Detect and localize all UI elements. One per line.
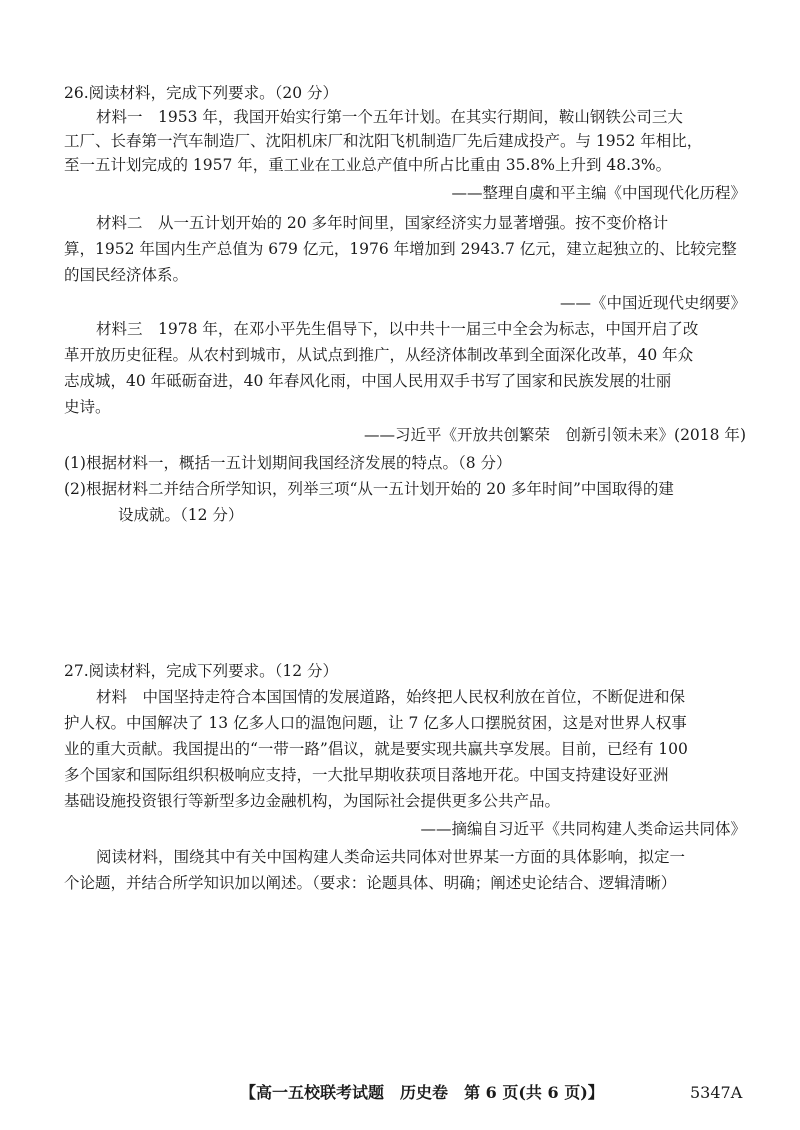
q27-task-line2: 个论题，并结合所学知识加以阐述。（要求：论题具体、明确；阐述史论结合、逻辑清晰） — [64, 874, 677, 892]
footer-subject: 历史卷 — [400, 1083, 449, 1102]
q27-material-line4: 多个国家和国际组织积极响应支持，一大批早期收获项目落地开花。中国支持建设好亚洲 — [64, 766, 669, 784]
q27-material-line5: 基础设施投资银行等新型多边金融机构，为国际社会提供更多公共产品。 — [64, 792, 561, 810]
q27-material-line1: 材料 中国坚持走符合本国国情的发展道路，始终把人民权利放在首位，不断促进和保 — [96, 688, 686, 706]
q26-material2-line3: 的国民经济体系。 — [64, 266, 189, 284]
q27-material-source: ——摘编自习近平《共同构建人类命运共同体》 — [420, 820, 746, 838]
q26-material3-line2: 革开放历史征程。从农村到城市，从试点到推广，从经济体制改革到全面深化改革，40 年众 — [64, 346, 694, 364]
q26-material3-source: ——习近平《开放共创繁荣 创新引领未来》(2018 年) — [364, 426, 746, 444]
q26-material1-line2: 工厂、长春第一汽车制造厂、沈阳机床厂和沈阳飞机制造厂先后建成投产。与 1952 年相比， — [64, 132, 703, 150]
q26-subquestion-2-line2: 设成就。（12 分） — [118, 506, 244, 524]
footer-bracket-close: 】 — [587, 1083, 604, 1102]
q26-material3-line1: 材料三 1978 年，在邓小平先生倡导下，以中共十一届三中全会为标志，中国开启了改 — [96, 320, 699, 338]
q26-subquestion-2-line1: (2)根据材料二并结合所学知识，列举三项“从一五计划开始的 20 多年时间”中国取得的建 — [64, 480, 674, 498]
q27-material-line2: 护人权。中国解决了 13 亿多人口的温饱问题，让 7 亿多人口摆脱贫困，这是对世界人权事 — [64, 714, 687, 732]
q26-subquestion-1: (1)根据材料一，概括一五计划期间我国经济发展的特点。（8 分） — [64, 454, 512, 472]
q27-title: 27.阅读材料，完成下列要求。（12 分） — [64, 662, 339, 680]
footer-bracket-open: 【 — [240, 1083, 257, 1102]
q26-material1-line1: 材料一 1953 年，我国开始实行第一个五年计划。在其实行期间，鞍山钢铁公司三大 — [96, 108, 683, 126]
q26-material1-source: ——整理自虞和平主编《中国现代化历程》 — [451, 184, 746, 202]
footer-exam-name: 高一五校联考试题 — [256, 1083, 385, 1102]
page-footer — [240, 1082, 604, 1104]
q26-material2-source: ——《中国近现代史纲要》 — [559, 294, 746, 312]
q27-task-line1: 阅读材料，围绕其中有关中国构建人类命运共同体对世界某一方面的具体影响，拟定一 — [96, 848, 686, 866]
footer-paper-code: 5347A — [690, 1083, 743, 1102]
q27-material-line3: 业的重大贡献。我国提出的“一带一路”倡议，就是要实现共赢共享发展。目前，已经有 100 — [64, 740, 688, 758]
q26-title: 26.阅读材料，完成下列要求。（20 分） — [64, 84, 339, 102]
q26-material2-line1: 材料二 从一五计划开始的 20 多年时间里，国家经济实力显著增强。按不变价格计 — [96, 214, 669, 232]
footer-page-number: 第 6 页(共 6 页) — [464, 1083, 588, 1102]
q26-material2-line2: 算，1952 年国内生产总值为 679 亿元，1976 年增加到 2943.7 亿元，建立起独立的、比较完整 — [64, 240, 737, 258]
q26-material3-line3: 志成城，40 年砥砺奋进，40 年春风化雨，中国人民用双手书写了国家和民族发展的壮丽 — [64, 372, 672, 390]
q26-material3-line4: 史诗。 — [64, 398, 111, 416]
q26-material1-line3: 至一五计划完成的 1957 年，重工业在工业总产值中所占比重由 35.8%上升到 48.3%。 — [64, 156, 672, 174]
